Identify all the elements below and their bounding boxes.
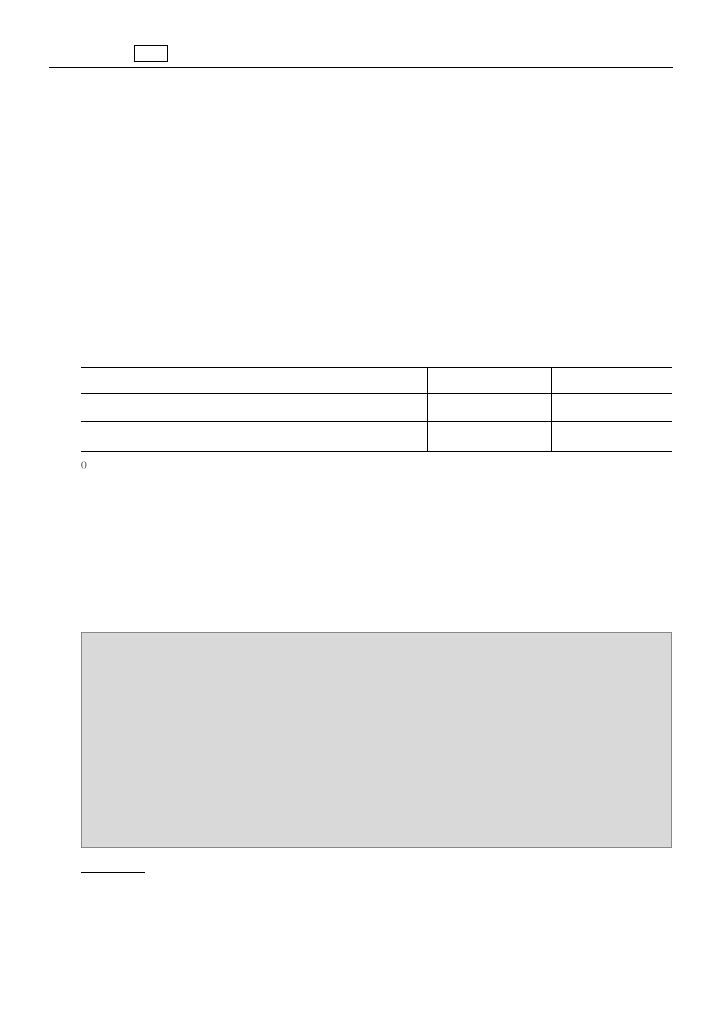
table-note-ref: () bbox=[81, 459, 87, 469]
table-border-top bbox=[81, 367, 672, 368]
paragraph-2 bbox=[81, 293, 673, 306]
table-row-divider bbox=[81, 421, 672, 422]
paragraph-4 bbox=[88, 670, 666, 681]
table-divider bbox=[551, 367, 552, 451]
footnote-separator bbox=[81, 872, 145, 873]
table-row-divider bbox=[81, 393, 672, 394]
paragraph-1 bbox=[81, 211, 673, 224]
paragraph-5 bbox=[88, 815, 666, 828]
paragraph-3 bbox=[81, 562, 673, 575]
language-badge bbox=[134, 45, 168, 62]
table-border-bottom bbox=[81, 451, 672, 452]
table-divider bbox=[427, 367, 428, 451]
header-divider bbox=[49, 67, 673, 68]
